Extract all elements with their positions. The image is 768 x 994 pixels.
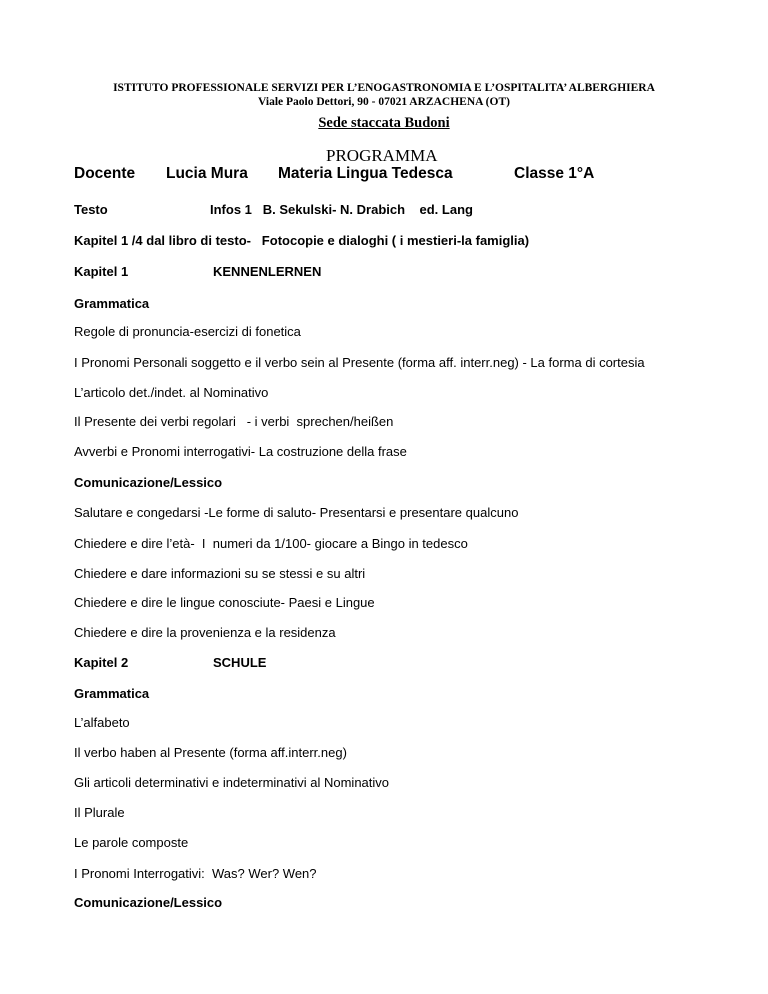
list-item: Chiedere e dire l’età- I numeri da 1/100- giocare a Bingo in tedesco bbox=[74, 536, 468, 551]
kapitel1-comunicazione-heading: Comunicazione/Lessico bbox=[74, 475, 223, 490]
program-intro: Kapitel 1 /4 dal libro di testo- Fotocopie e dialoghi ( i mestieri-la famiglia) bbox=[74, 233, 530, 248]
kapitel1-title: KENNENLERNEN bbox=[213, 264, 322, 279]
list-item: Avverbi e Pronomi interrogativi- La costruzione della frase bbox=[74, 444, 407, 459]
institute-name: ISTITUTO PROFESSIONALE SERVIZI PER L’ENOGASTRONOMIA E L’OSPITALITA’ ALBERGHIERA bbox=[113, 82, 655, 94]
list-item: I Pronomi Interrogativi: Was? Wer? Wen? bbox=[74, 866, 317, 881]
kapitel2-grammatica-heading: Grammatica bbox=[74, 686, 150, 701]
list-item: Gli articoli determinativi e indeterminativi al Nominativo bbox=[74, 775, 390, 790]
list-item: L’articolo det./indet. al Nominativo bbox=[74, 385, 269, 400]
docente-name: Lucia Mura bbox=[166, 165, 248, 182]
docente-label: Docente bbox=[74, 165, 136, 182]
kapitel2-title: SCHULE bbox=[213, 655, 267, 670]
list-item: Il Plurale bbox=[74, 805, 125, 820]
materia: Materia Lingua Tedesca bbox=[278, 165, 453, 182]
testo-label: Testo bbox=[74, 202, 108, 217]
list-item: Le parole composte bbox=[74, 835, 189, 850]
kapitel2-label: Kapitel 2 bbox=[74, 655, 129, 670]
list-item: L’alfabeto bbox=[74, 715, 130, 730]
list-item: Chiedere e dire la provenienza e la residenza bbox=[74, 625, 336, 640]
list-item: I Pronomi Personali soggetto e il verbo sein al Presente (forma aff. interr.neg) - La forma di cortesia bbox=[74, 355, 645, 370]
kapitel2-comunicazione-heading: Comunicazione/Lessico bbox=[74, 895, 223, 910]
list-item: Il verbo haben al Presente (forma aff.interr.neg) bbox=[74, 745, 347, 760]
list-item: Salutare e congedarsi -Le forme di saluto- Presentarsi e presentare qualcuno bbox=[74, 505, 519, 520]
testo-value: Infos 1 B. Sekulski- N. Drabich ed. Lang bbox=[210, 202, 473, 217]
institute-address: Viale Paolo Dettori, 90 - 07021 ARZACHENA (OT) bbox=[258, 96, 510, 108]
list-item: Il Presente dei verbi regolari - i verbi sprechen/heißen bbox=[74, 414, 394, 429]
list-item: Regole di pronuncia-esercizi di fonetica bbox=[74, 324, 301, 339]
kapitel1-grammatica-heading: Grammatica bbox=[74, 296, 150, 311]
list-item: Chiedere e dire le lingue conosciute- Paesi e Lingue bbox=[74, 595, 375, 610]
kapitel1-label: Kapitel 1 bbox=[74, 264, 129, 279]
list-item: Chiedere e dare informazioni su se stessi e su altri bbox=[74, 566, 366, 581]
seat-name: Sede staccata Budoni bbox=[318, 115, 450, 131]
program-title: PROGRAMMA bbox=[326, 146, 438, 165]
classe: Classe 1°A bbox=[514, 165, 595, 182]
